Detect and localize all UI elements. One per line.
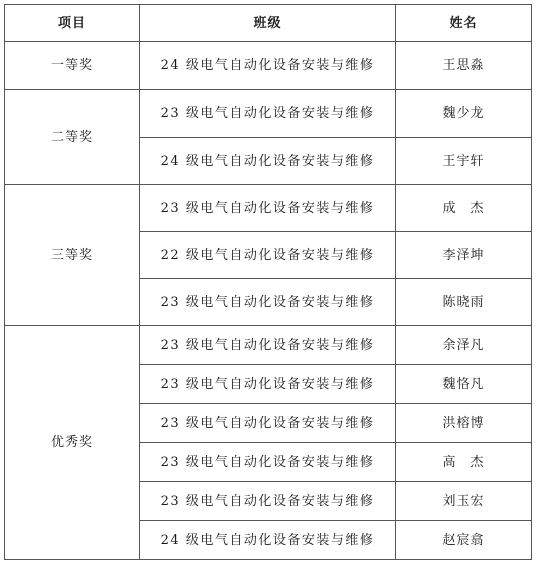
class-cell: 23 级电气自动化设备安装与维修 bbox=[140, 365, 396, 404]
class-cell: 24 级电气自动化设备安装与维修 bbox=[140, 521, 396, 560]
table-row bbox=[5, 185, 532, 232]
student-name-cell: 王思淼 bbox=[396, 42, 532, 90]
table-row bbox=[5, 326, 532, 365]
table-row bbox=[5, 90, 532, 138]
student-name-cell: 洪榕博 bbox=[396, 404, 532, 443]
header-class: 班级 bbox=[140, 5, 396, 42]
class-cell: 23 级电气自动化设备安装与维修 bbox=[140, 404, 396, 443]
student-name-cell: 高 杰 bbox=[396, 443, 532, 482]
award-category-merit: 优秀奖 bbox=[5, 326, 140, 560]
class-cell: 23 级电气自动化设备安装与维修 bbox=[140, 443, 396, 482]
student-name-cell: 魏恪凡 bbox=[396, 365, 532, 404]
header-category: 项目 bbox=[5, 5, 140, 42]
student-name-cell: 魏少龙 bbox=[396, 90, 532, 138]
class-cell: 23 级电气自动化设备安装与维修 bbox=[140, 279, 396, 326]
class-cell: 23 级电气自动化设备安装与维修 bbox=[140, 326, 396, 365]
student-name-cell: 成 杰 bbox=[396, 185, 532, 232]
table-row bbox=[5, 42, 532, 90]
student-name-cell: 赵宸翕 bbox=[396, 521, 532, 560]
student-name-cell: 李泽坤 bbox=[396, 232, 532, 279]
student-name-cell: 陈晓雨 bbox=[396, 279, 532, 326]
class-cell: 22 级电气自动化设备安装与维修 bbox=[140, 232, 396, 279]
student-name-cell: 刘玉宏 bbox=[396, 482, 532, 521]
award-category-first: 一等奖 bbox=[5, 42, 140, 90]
awards-table bbox=[4, 4, 532, 560]
header-name: 姓名 bbox=[396, 5, 532, 42]
class-cell: 24 级电气自动化设备安装与维修 bbox=[140, 138, 396, 185]
award-category-third: 三等奖 bbox=[5, 185, 140, 326]
table-header-row bbox=[5, 5, 532, 42]
student-name-cell: 王宇轩 bbox=[396, 138, 532, 185]
class-cell: 23 级电气自动化设备安装与维修 bbox=[140, 185, 396, 232]
class-cell: 24 级电气自动化设备安装与维修 bbox=[140, 42, 396, 90]
student-name-cell: 余泽凡 bbox=[396, 326, 532, 365]
award-category-second: 二等奖 bbox=[5, 90, 140, 185]
class-cell: 23 级电气自动化设备安装与维修 bbox=[140, 90, 396, 138]
class-cell: 23 级电气自动化设备安装与维修 bbox=[140, 482, 396, 521]
